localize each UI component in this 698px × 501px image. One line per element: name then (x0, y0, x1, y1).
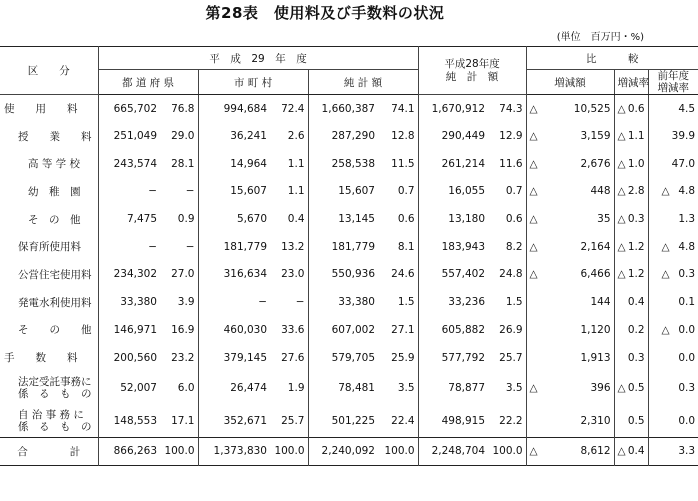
h28-percent: 12.9 (488, 122, 526, 150)
row-label: 合 計 (0, 437, 98, 465)
table-title: 第28表 使用料及び手数料の状況 (205, 4, 445, 22)
pref-value: 251,049 (113, 130, 157, 143)
net-percent: 0.6 (378, 205, 418, 233)
row-label-line2: 係 る も の (18, 387, 92, 400)
net-value: 15,607 (338, 185, 375, 198)
header-net-total: 純 計 額 (308, 70, 418, 95)
decrease-triangle-icon: △ (529, 445, 538, 458)
row-label-line2: 係 る も の (18, 420, 92, 433)
muni-percent: 13.2 (270, 233, 308, 261)
muni-percent: 23.0 (270, 261, 308, 289)
change-amount (526, 95, 614, 123)
row-label: 手 数 料 (0, 344, 98, 372)
h28-value: 557,402 (441, 268, 486, 281)
change-rate (614, 233, 648, 261)
pref-value: 33,380 (120, 296, 157, 309)
pref-percent: 27.0 (160, 261, 198, 289)
net-percent: 12.8 (378, 122, 418, 150)
change-amount (526, 371, 614, 404)
change-amount-value: 10,525 (573, 102, 611, 115)
header-prev-change-line1: 前年度 (657, 70, 690, 82)
decrease-triangle-icon: △ (661, 323, 670, 336)
change-rate (614, 150, 648, 178)
pref-percent: 6.0 (160, 371, 198, 404)
row-label: 使 用 料 (0, 95, 98, 123)
muni-value: − (258, 296, 267, 309)
net-value: 13,145 (338, 213, 375, 226)
muni-percent: 1.9 (270, 371, 308, 404)
h28-percent: 26.9 (488, 316, 526, 344)
table-row (0, 205, 698, 233)
change-rate (614, 122, 648, 150)
prev-change-rate-value: 4.8 (678, 185, 696, 198)
change-amount (526, 437, 614, 465)
change-rate-value: 2.8 (627, 185, 645, 198)
pref-value: 200,560 (113, 351, 157, 364)
change-amount-value: 396 (590, 381, 611, 394)
header-h29: 平 成 29 年 度 (98, 47, 418, 70)
decrease-triangle-icon: △ (529, 240, 538, 253)
net-percent: 74.1 (378, 95, 418, 123)
change-amount-value: 144 (590, 296, 611, 309)
change-rate-value: 1.0 (627, 157, 645, 170)
decrease-triangle-icon: △ (617, 102, 626, 115)
header-h28-line1: 平成28年度 (444, 57, 500, 70)
prev-change-rate-value: 39.9 (671, 130, 696, 143)
prev-change-rate-value: 1.3 (678, 213, 696, 226)
change-amount-value: 2,676 (580, 157, 611, 170)
net-percent: 27.1 (378, 316, 418, 344)
change-rate-value: 1.2 (627, 240, 645, 253)
table-row (0, 344, 698, 372)
h28-value: 33,236 (448, 296, 486, 309)
pref-percent: 16.9 (160, 316, 198, 344)
table-row (0, 316, 698, 344)
net-percent: 8.1 (378, 233, 418, 261)
decrease-triangle-icon: △ (617, 240, 626, 253)
change-amount (526, 150, 614, 178)
muni-percent: 1.1 (270, 150, 308, 178)
decrease-triangle-icon: △ (617, 130, 626, 143)
prev-change-rate-value: 0.3 (678, 268, 696, 281)
h28-value: 261,214 (441, 157, 486, 170)
table-row (0, 233, 698, 261)
pref-percent: 100.0 (160, 437, 198, 465)
muni-percent: 100.0 (270, 437, 308, 465)
prev-change-rate-value: 0.0 (678, 414, 696, 427)
prev-change-rate (648, 205, 698, 233)
change-rate (614, 261, 648, 289)
decrease-triangle-icon: △ (529, 130, 538, 143)
change-amount (526, 316, 614, 344)
net-value: 1,660,387 (321, 102, 375, 115)
muni-percent: 25.7 (270, 404, 308, 437)
prev-change-rate-value: 0.0 (678, 323, 696, 336)
row-label-line1: 自 治 事 務 に (18, 408, 84, 421)
change-amount (526, 288, 614, 316)
change-amount-value: 1,913 (580, 351, 611, 364)
prev-change-rate (648, 233, 698, 261)
prev-change-rate (648, 178, 698, 206)
change-rate (614, 371, 648, 404)
change-rate (614, 95, 648, 123)
prev-change-rate (648, 150, 698, 178)
prev-change-rate-value: 3.3 (678, 445, 696, 458)
change-rate (614, 205, 648, 233)
net-percent: 1.5 (378, 288, 418, 316)
header-prev-change-line2: 増減率 (657, 82, 690, 94)
header-change-amount: 増減額 (526, 70, 614, 95)
muni-value: 26,474 (230, 381, 267, 394)
row-label: 発電水利使用料 (0, 288, 98, 316)
decrease-triangle-icon: △ (617, 381, 626, 394)
decrease-triangle-icon: △ (617, 268, 626, 281)
h28-percent: 11.6 (488, 150, 526, 178)
prev-change-rate-value: 0.0 (678, 351, 696, 364)
row-label: 幼 稚 園 (0, 178, 98, 206)
header-municipality: 市 町 村 (198, 70, 308, 95)
pref-percent: 3.9 (160, 288, 198, 316)
table-row (0, 178, 698, 206)
change-rate-value: 0.2 (627, 323, 645, 336)
header-comparison: 比 較 (526, 47, 698, 70)
prev-change-rate-value: 47.0 (671, 157, 696, 170)
pref-value: 665,702 (113, 102, 157, 115)
net-value: 258,538 (331, 157, 375, 170)
prev-change-rate (648, 261, 698, 289)
table-header (0, 47, 698, 95)
decrease-triangle-icon: △ (529, 268, 538, 281)
muni-percent: 0.4 (270, 205, 308, 233)
row-label (0, 404, 98, 437)
table-row (0, 371, 698, 404)
net-percent: 25.9 (378, 344, 418, 372)
h28-value: 183,943 (441, 240, 486, 253)
row-label: 高 等 学 校 (0, 150, 98, 178)
change-amount-value: 35 (597, 213, 611, 226)
change-rate-value: 0.5 (627, 381, 645, 394)
change-amount (526, 344, 614, 372)
change-amount-value: 2,310 (580, 414, 611, 427)
h28-percent: 0.7 (488, 178, 526, 206)
header-category: 区 分 (0, 47, 98, 95)
table-body (0, 95, 698, 466)
net-value: 33,380 (338, 296, 375, 309)
change-amount (526, 205, 614, 233)
net-percent: 3.5 (378, 371, 418, 404)
change-amount (526, 404, 614, 437)
pref-value: 146,971 (113, 323, 157, 336)
net-percent: 11.5 (378, 150, 418, 178)
change-rate (614, 404, 648, 437)
table-row (0, 288, 698, 316)
pref-percent: 0.9 (160, 205, 198, 233)
decrease-triangle-icon: △ (617, 185, 626, 198)
decrease-triangle-icon: △ (661, 240, 670, 253)
net-value: 579,705 (331, 351, 375, 364)
muni-percent: 27.6 (270, 344, 308, 372)
decrease-triangle-icon: △ (617, 445, 626, 458)
prev-change-rate (648, 95, 698, 123)
change-rate (614, 344, 648, 372)
net-value: 607,002 (331, 323, 375, 336)
h28-percent: 0.6 (488, 205, 526, 233)
pref-value: − (148, 240, 157, 253)
decrease-triangle-icon: △ (617, 213, 626, 226)
prev-change-rate (648, 316, 698, 344)
muni-value: 352,671 (223, 414, 267, 427)
net-value: 550,936 (331, 268, 375, 281)
pref-percent: 23.2 (160, 344, 198, 372)
change-rate (614, 316, 648, 344)
h28-value: 577,792 (441, 351, 486, 364)
row-label: 授 業 料 (0, 122, 98, 150)
prev-change-rate-value: 4.8 (678, 240, 696, 253)
change-amount (526, 233, 614, 261)
header-prev-change (648, 70, 698, 95)
h28-percent: 1.5 (488, 288, 526, 316)
table-row (0, 437, 698, 465)
h28-value: 1,670,912 (431, 102, 486, 115)
header-change-rate: 増減率 (614, 70, 648, 95)
net-percent: 24.6 (378, 261, 418, 289)
pref-value: 148,553 (113, 414, 157, 427)
change-rate (614, 178, 648, 206)
change-amount-value: 448 (590, 185, 611, 198)
decrease-triangle-icon: △ (661, 185, 670, 198)
change-amount (526, 261, 614, 289)
prev-change-rate (648, 437, 698, 465)
net-percent: 0.7 (378, 178, 418, 206)
pref-percent: − (160, 178, 198, 206)
change-rate-value: 0.6 (627, 102, 645, 115)
change-amount-value: 6,466 (580, 268, 611, 281)
h28-value: 78,877 (448, 381, 486, 394)
row-label: そ の 他 (0, 316, 98, 344)
row-label-line1: 法定受託事務に (18, 375, 92, 388)
pref-percent: 28.1 (160, 150, 198, 178)
header-h28 (418, 47, 526, 95)
pref-value: 52,007 (120, 381, 157, 394)
muni-percent: 2.6 (270, 122, 308, 150)
pref-value: 7,475 (126, 213, 157, 226)
h28-percent: 100.0 (488, 437, 526, 465)
h28-value: 290,449 (441, 130, 486, 143)
change-amount (526, 178, 614, 206)
net-value: 78,481 (338, 381, 375, 394)
net-value: 287,290 (331, 130, 375, 143)
prev-change-rate (648, 122, 698, 150)
table-row (0, 95, 698, 123)
prev-change-rate-value: 4.5 (678, 102, 696, 115)
row-label (0, 371, 98, 404)
table-row (0, 261, 698, 289)
decrease-triangle-icon: △ (661, 268, 670, 281)
muni-value: 181,779 (223, 240, 267, 253)
prev-change-rate-value: 0.3 (678, 381, 696, 394)
pref-value: 866,263 (113, 445, 157, 458)
muni-value: 14,964 (230, 157, 267, 170)
net-value: 2,240,092 (321, 445, 375, 458)
decrease-triangle-icon: △ (529, 157, 538, 170)
muni-value: 379,145 (223, 351, 267, 364)
pref-percent: 29.0 (160, 122, 198, 150)
change-rate-value: 0.3 (627, 213, 645, 226)
prev-change-rate (648, 288, 698, 316)
row-label: 保育所使用料 (0, 233, 98, 261)
h28-percent: 3.5 (488, 371, 526, 404)
h28-value: 13,180 (448, 213, 486, 226)
fees-table (0, 46, 698, 466)
muni-value: 36,241 (230, 130, 267, 143)
decrease-triangle-icon: △ (529, 102, 538, 115)
h28-percent: 74.3 (488, 95, 526, 123)
table-row (0, 404, 698, 437)
decrease-triangle-icon: △ (529, 213, 538, 226)
row-label: そ の 他 (0, 205, 98, 233)
h28-percent: 22.2 (488, 404, 526, 437)
muni-value: 316,634 (223, 268, 267, 281)
net-percent: 22.4 (378, 404, 418, 437)
row-label: 公営住宅使用料 (0, 261, 98, 289)
change-rate-value: 0.5 (627, 414, 645, 427)
change-rate (614, 288, 648, 316)
table-row (0, 150, 698, 178)
change-rate-value: 1.1 (627, 130, 645, 143)
muni-value: 1,373,830 (213, 445, 267, 458)
change-amount-value: 2,164 (580, 240, 611, 253)
prev-change-rate-value: 0.1 (678, 296, 696, 309)
unit-note: (単位 百万円・%) (556, 32, 644, 43)
pref-percent: 76.8 (160, 95, 198, 123)
change-amount-value: 1,120 (580, 323, 611, 336)
change-rate-value: 0.4 (627, 445, 645, 458)
muni-percent: − (270, 288, 308, 316)
h28-percent: 8.2 (488, 233, 526, 261)
muni-percent: 72.4 (270, 95, 308, 123)
pref-value: 234,302 (113, 268, 157, 281)
prev-change-rate (648, 344, 698, 372)
net-value: 501,225 (331, 414, 375, 427)
change-rate-value: 0.3 (627, 351, 645, 364)
net-percent: 100.0 (378, 437, 418, 465)
change-amount-value: 3,159 (580, 130, 611, 143)
h28-value: 16,055 (448, 185, 486, 198)
h28-value: 605,882 (441, 323, 486, 336)
pref-percent: − (160, 233, 198, 261)
change-amount-value: 8,612 (580, 445, 611, 458)
change-rate-value: 0.4 (627, 296, 645, 309)
muni-percent: 33.6 (270, 316, 308, 344)
decrease-triangle-icon: △ (617, 157, 626, 170)
header-prefecture: 都 道 府 県 (98, 70, 198, 95)
decrease-triangle-icon: △ (529, 185, 538, 198)
pref-value: − (148, 185, 157, 198)
change-rate (614, 437, 648, 465)
muni-value: 5,670 (236, 213, 267, 226)
h28-percent: 24.8 (488, 261, 526, 289)
pref-value: 243,574 (113, 157, 157, 170)
muni-value: 460,030 (223, 323, 267, 336)
pref-percent: 17.1 (160, 404, 198, 437)
muni-percent: 1.1 (270, 178, 308, 206)
muni-value: 994,684 (223, 102, 267, 115)
table-row (0, 122, 698, 150)
decrease-triangle-icon: △ (529, 381, 538, 394)
change-rate-value: 1.2 (627, 268, 645, 281)
h28-percent: 25.7 (488, 344, 526, 372)
net-value: 181,779 (331, 240, 375, 253)
change-amount (526, 122, 614, 150)
prev-change-rate (648, 371, 698, 404)
header-h28-line2: 純 計 額 (445, 70, 499, 83)
prev-change-rate (648, 404, 698, 437)
h28-value: 2,248,704 (431, 445, 486, 458)
h28-value: 498,915 (441, 414, 486, 427)
muni-value: 15,607 (230, 185, 267, 198)
